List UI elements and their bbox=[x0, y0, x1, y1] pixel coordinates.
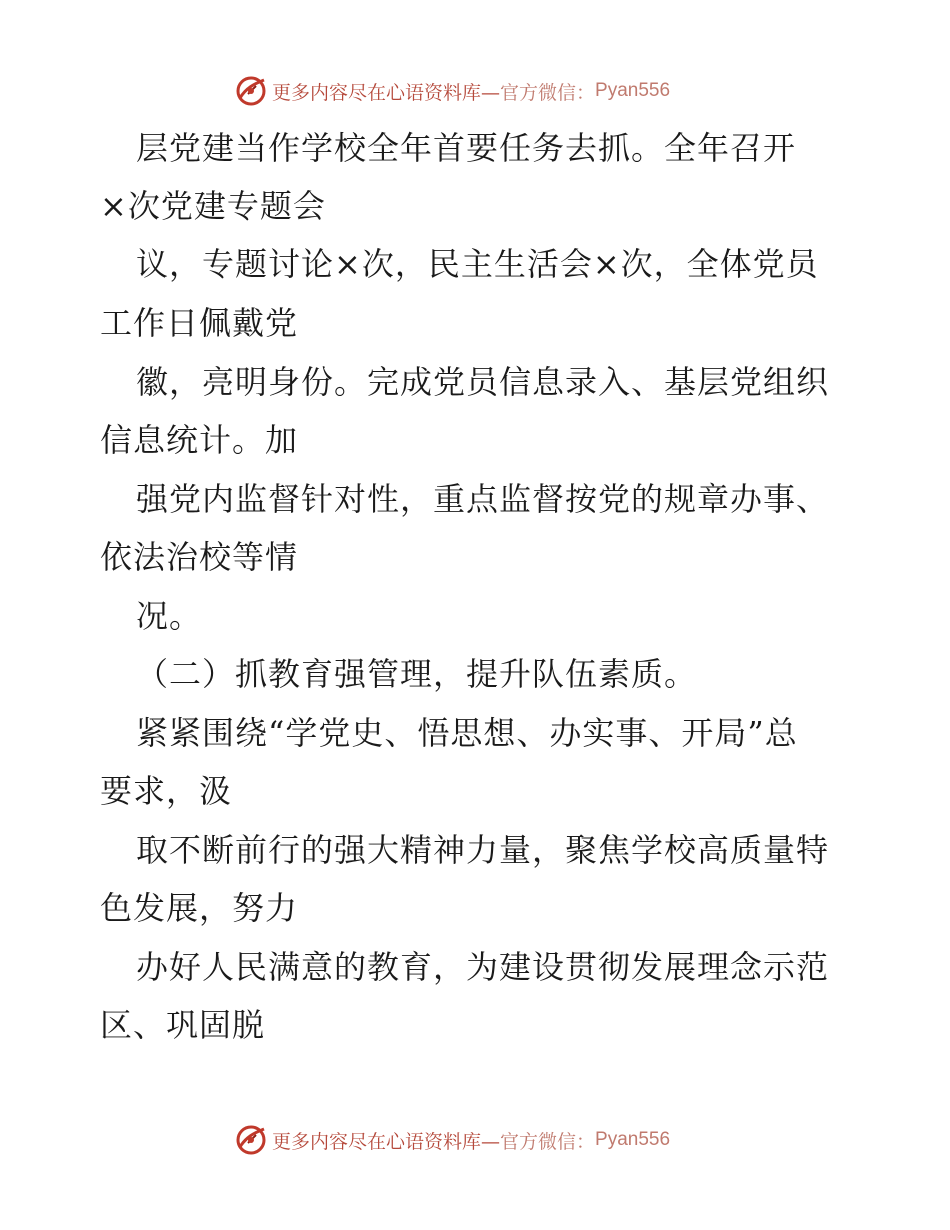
watermark-wechat-id: Pyan556 bbox=[595, 80, 671, 101]
body-line: 办好人民满意的教育，为建设贯彻发展理念示范 bbox=[136, 948, 830, 986]
body-line: 色发展，努力 bbox=[100, 889, 299, 927]
body-line: 徽，亮明身份。完成党员信息录入、基层党组织 bbox=[136, 363, 830, 401]
body-line: 层党建当作学校全年首要任务去抓。全年召开 bbox=[136, 129, 797, 167]
body-line: 依法治校等情 bbox=[100, 538, 299, 576]
watermark-text: 更多内容尽在心语资料库— bbox=[272, 81, 501, 104]
body-line: 区、巩固脱 bbox=[100, 1006, 266, 1044]
header-watermark bbox=[234, 74, 670, 108]
body-line: 信息统计。加 bbox=[100, 421, 299, 459]
body-line: 况。 bbox=[136, 597, 203, 635]
footer-watermark bbox=[234, 1123, 670, 1157]
body-line: 工作日佩戴党 bbox=[100, 304, 299, 342]
watermark-text: 更多内容尽在心语资料库— bbox=[272, 1130, 501, 1153]
watermark-wechat-id: Pyan556 bbox=[595, 1129, 671, 1150]
body-line: 紧紧围绕“学党史、悟思想、办实事、开局”总 bbox=[136, 714, 798, 752]
body-line: ×次党建专题会 bbox=[100, 187, 326, 225]
section-heading: （二）抓教育强管理，提升队伍素质。 bbox=[136, 655, 698, 693]
watermark-wechat-label: 官方微信： bbox=[500, 1130, 596, 1153]
body-line: 要求，汲 bbox=[100, 772, 233, 810]
body-line: 取不断前行的强大精神力量，聚焦学校高质量特 bbox=[136, 831, 830, 869]
brush-logo-icon bbox=[234, 1123, 268, 1157]
watermark-wechat-label: 官方微信： bbox=[500, 81, 596, 104]
brush-logo-icon bbox=[234, 74, 268, 108]
body-line: 议，专题讨论×次，民主生活会×次，全体党员 bbox=[136, 245, 819, 283]
body-line: 强党内监督针对性，重点监督按党的规章办事、 bbox=[136, 480, 830, 518]
